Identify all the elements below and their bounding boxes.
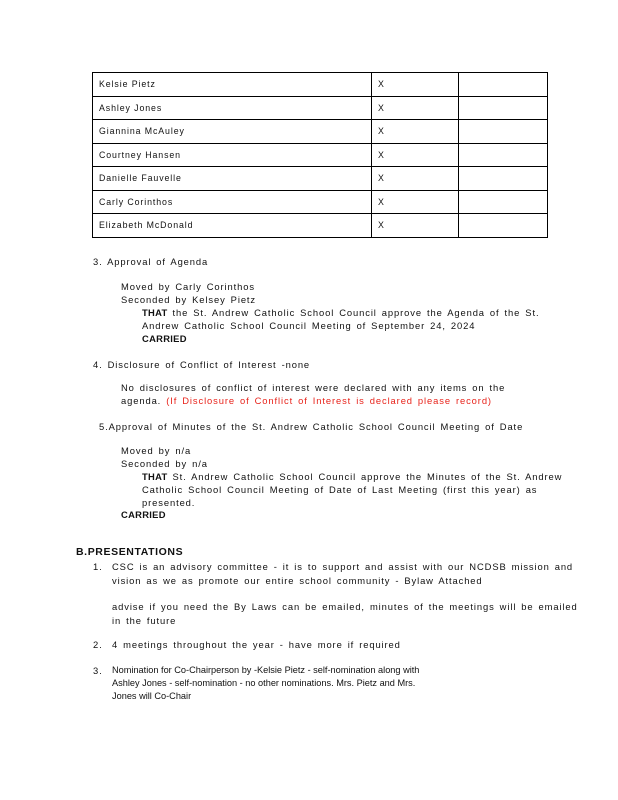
item-4-title: 4. Disclosure of Conflict of Interest -none <box>93 359 311 370</box>
attendee-name: Giannina McAuley <box>93 120 372 144</box>
item-5-seconded: Seconded by n/a <box>121 458 208 469</box>
attendance-extra <box>459 214 548 238</box>
presentations-heading: B.PRESENTATIONS <box>76 546 184 558</box>
attendance-extra <box>459 190 548 214</box>
item-4-red-note: (If Disclosure of Conflict of Interest is declared please record) <box>166 395 492 406</box>
item-3-motion-line-2: Andrew Catholic School Council Meeting of September 24, 2024 <box>142 320 476 331</box>
attendance-mark: X <box>372 96 459 120</box>
presentation-1-number: 1. <box>93 561 103 572</box>
item-5-motion-text: St. Andrew Catholic School Council approve the Minutes of the St. Andrew <box>167 471 563 482</box>
item-5-motion-line-3: presented. <box>142 497 196 508</box>
attendance-extra <box>459 120 548 144</box>
attendance-table-body <box>93 73 548 238</box>
item-4-line-2 <box>121 394 492 407</box>
attendance-row <box>93 167 548 191</box>
attendance-row <box>93 214 548 238</box>
attendance-mark: X <box>372 214 459 238</box>
item-3-title: 3. Approval of Agenda <box>93 256 209 267</box>
item-5-title: 5.Approval of Minutes of the St. Andrew Catholic School Council Meeting of Date <box>99 421 524 432</box>
item-4-line-1: No disclosures of conflict of interest were declared with any items on the <box>121 382 506 393</box>
item-5-moved: Moved by n/a <box>121 445 192 456</box>
attendance-mark: X <box>372 120 459 144</box>
attendance-row <box>93 143 548 167</box>
item-3-that: THAT <box>142 307 168 318</box>
attendee-name: Danielle Fauvelle <box>93 167 372 191</box>
attendance-extra <box>459 143 548 167</box>
presentation-3-line-2: Ashley Jones - self-nomination - no other nominations. Mrs. Pietz and Mrs. <box>112 678 416 688</box>
attendee-name: Carly Corinthos <box>93 190 372 214</box>
attendance-row <box>93 73 548 97</box>
attendance-mark: X <box>372 190 459 214</box>
item-5-that: THAT <box>142 471 168 482</box>
item-3-motion-text: the St. Andrew Catholic School Council approve the Agenda of the St. <box>167 307 540 318</box>
presentation-1-line-1: CSC is an advisory committee - it is to support and assist with our NCDSB mission and <box>112 561 574 572</box>
attendance-row <box>93 120 548 144</box>
item-5-motion-line-1 <box>142 470 562 483</box>
attendance-extra <box>459 167 548 191</box>
attendance-row <box>93 96 548 120</box>
presentation-3-number: 3. <box>93 665 103 676</box>
item-3-moved: Moved by Carly Corinthos <box>121 281 255 292</box>
presentation-2-number: 2. <box>93 639 103 650</box>
item-4-agenda-text: agenda. <box>121 395 167 406</box>
attendee-name: Courtney Hansen <box>93 143 372 167</box>
attendance-mark: X <box>372 143 459 167</box>
item-3-motion-line-1 <box>142 306 539 319</box>
presentation-3-line-3: Jones will Co-Chair <box>112 691 192 701</box>
attendance-row <box>93 190 548 214</box>
attendance-extra <box>459 96 548 120</box>
presentation-1-line-2: vision as we as promote our entire school community - Bylaw Attached <box>112 575 483 586</box>
attendance-mark: X <box>372 167 459 191</box>
item-3-carried: CARRIED <box>142 333 187 344</box>
presentation-1-note-2: in the future <box>112 615 177 626</box>
presentation-3-line-1: Nomination for Co-Chairperson by -Kelsie Pietz - self-nomination along with <box>112 665 420 675</box>
attendee-name: Kelsie Pietz <box>93 73 372 97</box>
item-3-seconded: Seconded by Kelsey Pietz <box>121 294 257 305</box>
presentation-2-text: 4 meetings throughout the year - have more if required <box>112 639 401 650</box>
presentation-1-note-1: advise if you need the By Laws can be emailed, minutes of the meetings will be emailed <box>112 601 578 612</box>
attendee-name: Elizabeth McDonald <box>93 214 372 238</box>
item-5-carried: CARRIED <box>121 509 166 520</box>
attendance-table <box>92 72 548 238</box>
attendance-extra <box>459 73 548 97</box>
attendee-name: Ashley Jones <box>93 96 372 120</box>
item-5-motion-line-2: Catholic School Council Meeting of Date of Last Meeting (first this year) as <box>142 484 538 495</box>
attendance-mark: X <box>372 73 459 97</box>
